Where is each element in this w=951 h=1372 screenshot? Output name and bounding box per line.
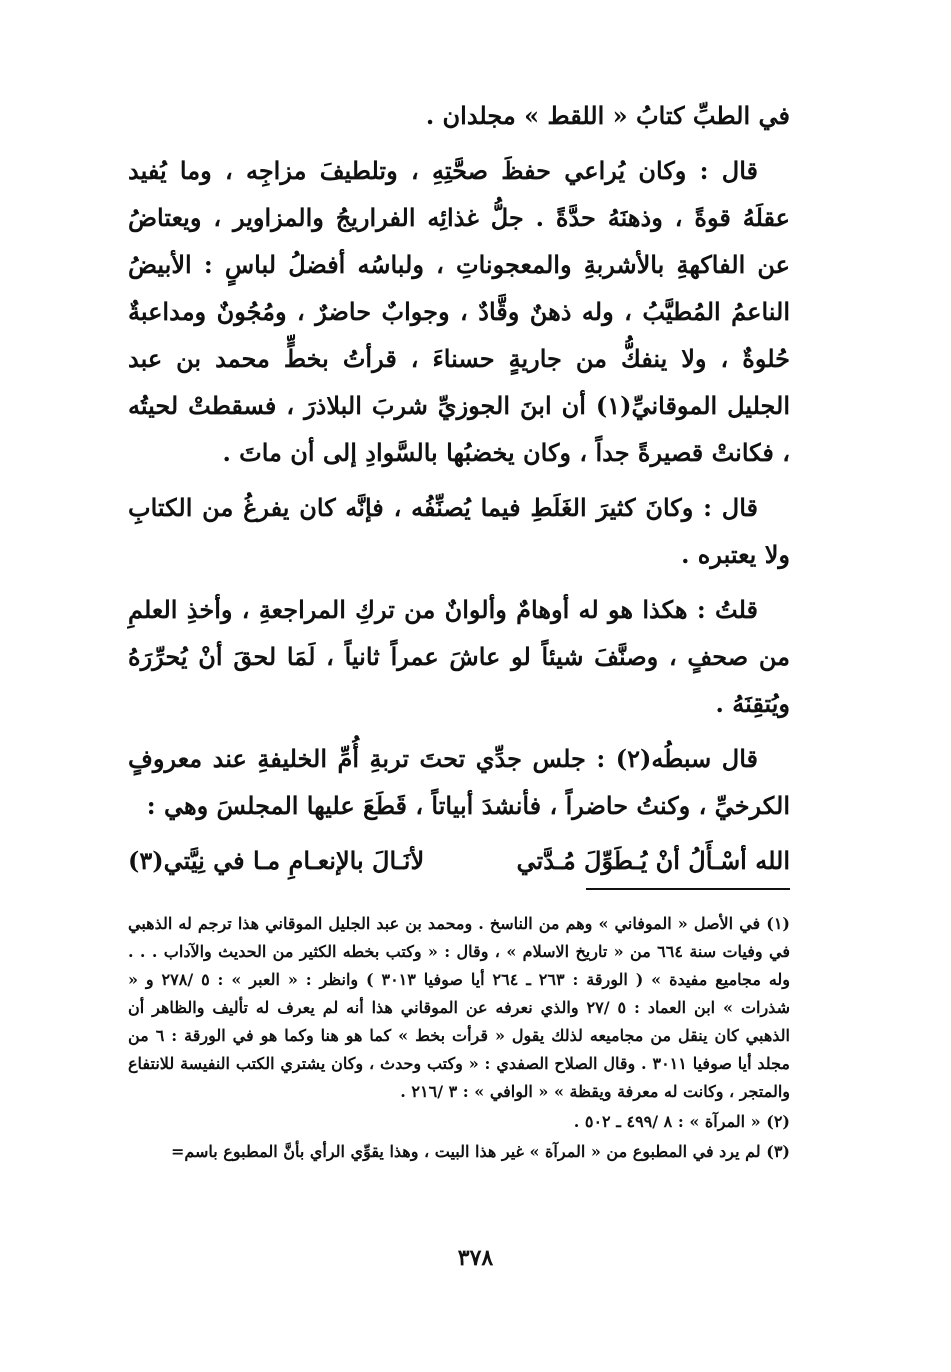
footnote-1: (١) في الأصل « الموفاني » وهم من الناسخ . ومحمد بن عبد الجليل الموقاني هذا ترجم له الذهبي في وفيات سنة ٦٦٤ من « تاريخ الاسلام » ، وقال : « وكتب بخطه الكثير من الحديث والآداب . . . وله مجاميع مفيدة » ( الورقة : ٢٦٣ ـ ٢٦٤ أيا صوفيا ٣٠١٣ ) وانظر : « العبر » : ٥ /٢٧٨ و « شذرات » ابن العماد : ٥ /٢٧ والذي نعرفه عن الموقاني هذا أنه لم يعرف له تأليف والظاهر أن الذهبي كان ينقل من مجاميعه لذلك يقول « قرأت بخط » كما هو هنا وكما هو في الورقة : ٦ من مجلد أيا صوفيا ٣٠١١ . وقال الصلاح الصفدي : « وكتب وحدث ، وكان يشتري الكتب النفيسة للانتفاع والمتجر ، وكانت له معرفة ويقظة » « الوافي » : ٣ /٢١٦ . bbox=[128, 914, 791, 1101]
paragraph-3: قال : وكانَ كثيرَ الغَلَطِ فيما يُصنِّفُه ، فإنَّه كان يفرغُ من الكتابِ ولا يعتبره . bbox=[128, 493, 790, 569]
paragraph-1: في الطبِّ كتابُ « اللقط » مجلدان . bbox=[425, 101, 790, 130]
paragraph-4: قلتُ : هكذا هو له أوهامٌ وألوانٌ من تركِ المراجعةِ ، وأخذِ العلمِ من صحفٍ ، وصنَّفَ شيئاً لو عاشَ عمراً ثانياً ، لَمَا لحقَ أنْ يُحرِّرَهُ ويُتقِنَهُ . bbox=[128, 595, 790, 718]
paragraph-2: قال : وكان يُراعي حفظَ صحَّتِهِ ، وتلطيفَ مزاجِه ، وما يُفيد عقلَهُ قوةً ، وذهنَهُ حدَّةً . جلُّ غذائِه الفراريجُ والمزاوير ، ويعتاضُ عن الفاكهةِ بالأشربةِ والمعجوناتِ ، ولباسُه أفضلُ لباسٍ : الأبيضُ الناعمُ المُطيَّبُ ، وله ذهنٌ وقَّادٌ ، وجوابٌ حاضرٌ ، ومُجُونٌ ومداعبةٌ حُلوةٌ ، ولا ينفكُّ من جاريةٍ حسناءَ ، قرأتُ بخطٍّ محمد بن عبد الجليل الموقانيِّ(١) أن ابنَ الجوزيِّ شربَ البلاذرَ ، فسقطتْ لحيتُه ، فكانتْ قصيرةً جداً ، وكان يخضبُها بالسَّوادِ إلى أن ماتَ . bbox=[128, 156, 790, 467]
footnotes bbox=[128, 910, 790, 1168]
page-number: ٣٧٨ bbox=[457, 1245, 494, 1271]
main-text bbox=[128, 92, 790, 884]
verse-hemistich-second: لأنَـالَ بالإنعـامِ مـا في نِيَّتي(٣) bbox=[128, 846, 425, 875]
footnote-2: (٢) « المرآة » : ٨ /٤٩٩ ـ ٥٠٢ . bbox=[573, 1112, 790, 1131]
verse-hemistich-first: الله أسْـأَلُ أنْ يُـطَوِّلَ مُـدَّتي bbox=[516, 846, 790, 875]
footnote-3: (٣) لم يرد في المطبوع من « المرآة » غير هذا البيت ، وهذا يقوِّي الرأي بأنَّ المطبوع باسم= bbox=[170, 1142, 790, 1161]
paragraph-5: قال سبطُه(٢) : جلس جدِّي تحتَ تربةِ أُمِّ الخليفةِ عند معروفٍ الكرخيِّ ، وكنتُ حاضراً ، فأنشدَ أبياتاً ، قَطَعَ عليها المجلسَ وهي : bbox=[128, 744, 790, 820]
footnote-divider bbox=[586, 888, 790, 890]
poetry-verse bbox=[128, 837, 790, 884]
